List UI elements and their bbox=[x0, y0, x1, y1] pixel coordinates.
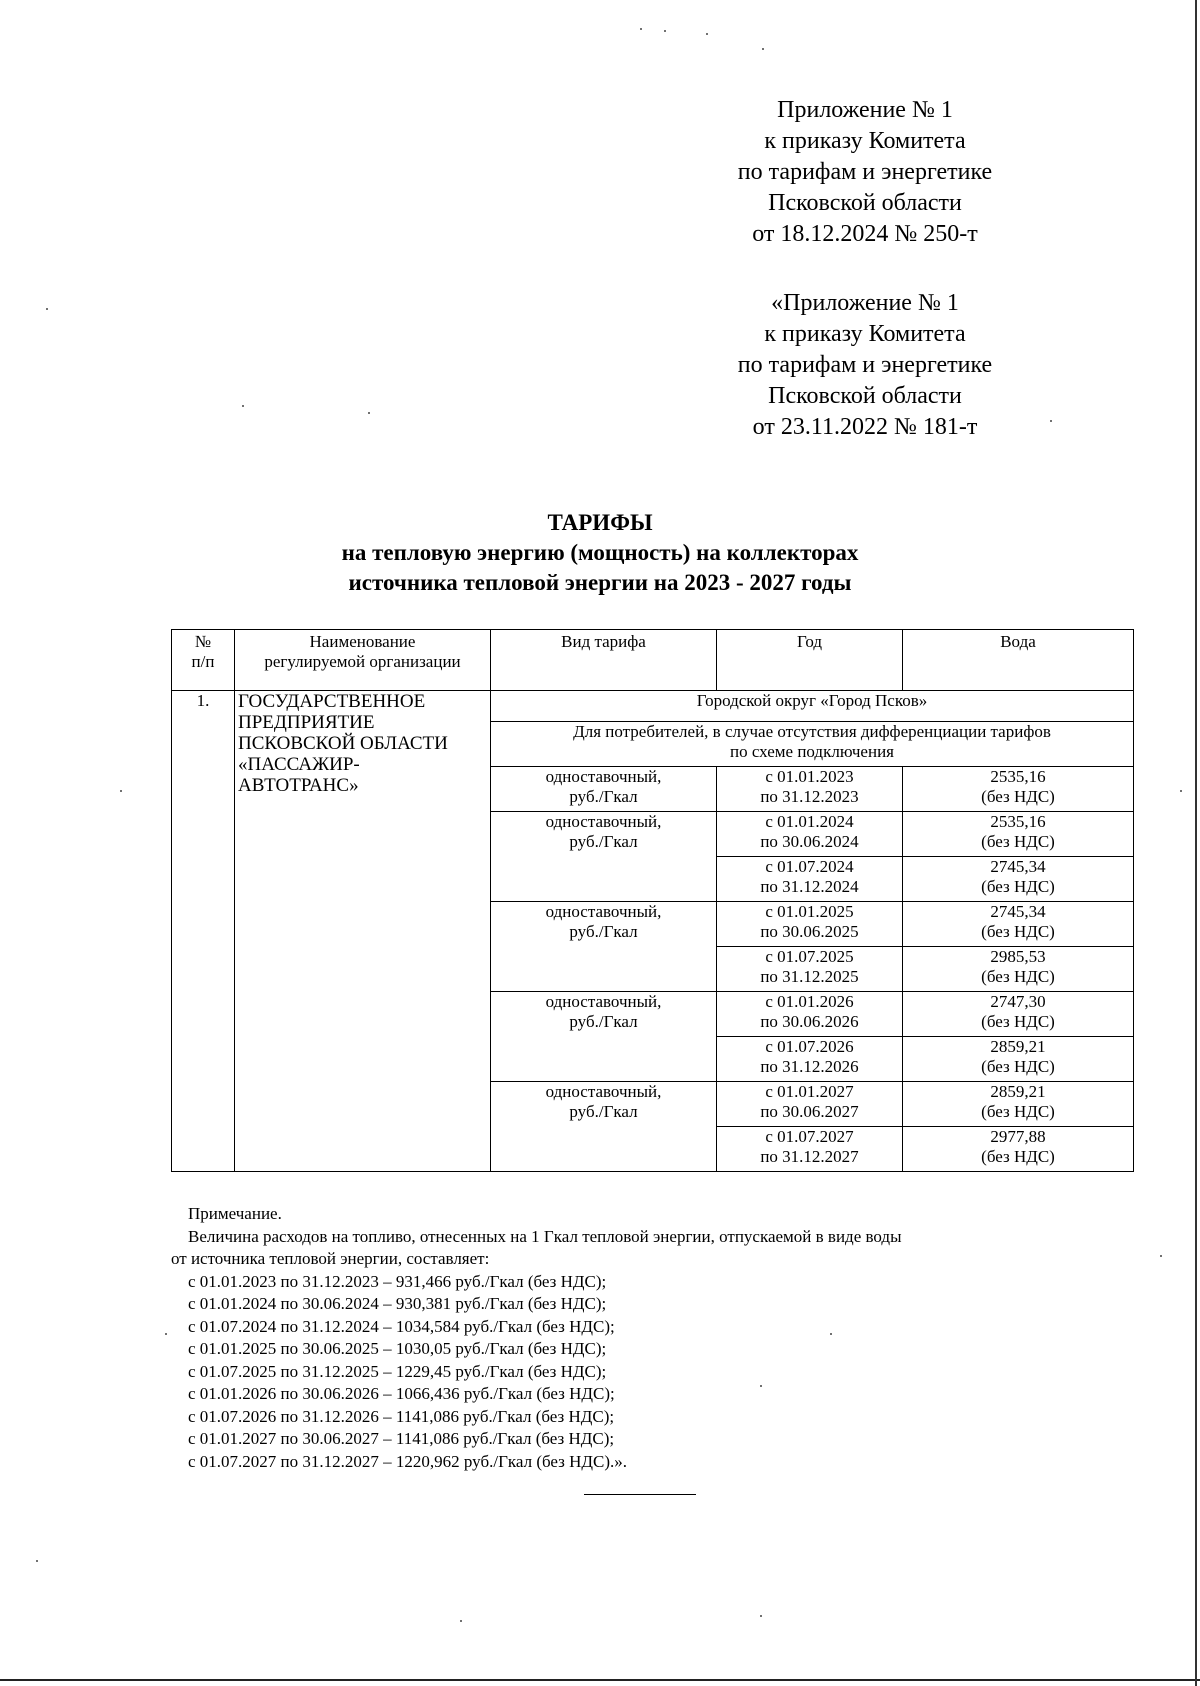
document-title bbox=[240, 508, 960, 598]
scan-speck bbox=[640, 28, 642, 30]
header-year: Год bbox=[717, 630, 903, 691]
water-tariff-cell: 2859,21 (без НДС) bbox=[903, 1082, 1134, 1127]
period-cell: с 01.01.2026 по 30.06.2026 bbox=[717, 992, 903, 1037]
notes-item: с 01.01.2025 по 30.06.2025 – 1030,05 руб./Гкал (без НДС); bbox=[188, 1339, 607, 1358]
tariff-type-cell: одноставочный, руб./Гкал bbox=[491, 992, 717, 1082]
notes-section bbox=[171, 1203, 1136, 1473]
notes-item: с 01.01.2027 по 30.06.2027 – 1141,086 руб./Гкал (без НДС); bbox=[188, 1429, 615, 1448]
notes-intro: Величина расходов на топливо, отнесенных на 1 Гкал тепловой энергии, отпускаемой в виде воды bbox=[188, 1226, 902, 1246]
scan-speck bbox=[1160, 1255, 1162, 1257]
scan-speck bbox=[460, 1620, 462, 1622]
scan-speck bbox=[120, 790, 122, 792]
closing-rule bbox=[584, 1494, 696, 1495]
scan-speck bbox=[762, 48, 764, 50]
table-header-row bbox=[172, 630, 1134, 691]
period-cell: с 01.07.2027 по 31.12.2027 bbox=[717, 1127, 903, 1172]
row-number: 1. bbox=[172, 691, 235, 1172]
water-tariff-cell: 2985,53 (без НДС) bbox=[903, 947, 1134, 992]
scan-edge-right bbox=[1195, 0, 1197, 1686]
scan-speck bbox=[760, 1385, 762, 1387]
notes-intro-continued: от источника тепловой энергии, составляет: bbox=[171, 1249, 490, 1268]
scan-speck bbox=[760, 1615, 762, 1617]
notes-item: с 01.07.2024 по 31.12.2024 – 1034,584 руб./Гкал (без НДС); bbox=[188, 1316, 615, 1336]
title-line: ТАРИФЫ bbox=[547, 510, 653, 535]
notes-item: с 01.01.2023 по 31.12.2023 – 931,466 руб./Гкал (без НДС); bbox=[188, 1271, 607, 1291]
appendix-line: к приказу Комитета bbox=[764, 321, 966, 347]
appendix-line: по тарифам и энергетике bbox=[737, 159, 993, 185]
notes-item: с 01.07.2027 по 31.12.2027 – 1220,962 руб./Гкал (без НДС).». bbox=[188, 1451, 628, 1471]
water-tariff-cell: 2745,34 (без НДС) bbox=[903, 902, 1134, 947]
notes-heading: Примечание. bbox=[188, 1204, 282, 1223]
period-cell: с 01.07.2025 по 31.12.2025 bbox=[717, 947, 903, 992]
tariff-type-cell: одноставочный, руб./Гкал bbox=[491, 1082, 717, 1172]
header-water: Вода bbox=[903, 630, 1134, 691]
notes-item: с 01.07.2026 по 31.12.2026 – 1141,086 руб./Гкал (без НДС); bbox=[188, 1406, 615, 1426]
title-line: на тепловую энергию (мощность) на коллекторах bbox=[341, 540, 859, 565]
title-line: источника тепловой энергии на 2023 - 2027 годы bbox=[348, 570, 852, 595]
table-row bbox=[172, 691, 1134, 722]
scan-speck bbox=[165, 1333, 167, 1335]
district-row: Городской округ «Город Псков» bbox=[491, 691, 1134, 722]
appendix-line: Псковской области bbox=[768, 190, 962, 216]
water-tariff-cell: 2535,16 (без НДС) bbox=[903, 767, 1134, 812]
scan-speck bbox=[36, 1560, 38, 1562]
notes-item: с 01.01.2024 по 30.06.2024 – 930,381 руб./Гкал (без НДС); bbox=[188, 1294, 607, 1313]
period-cell: с 01.01.2025 по 30.06.2025 bbox=[717, 902, 903, 947]
scan-speck bbox=[242, 405, 244, 407]
period-cell: с 01.01.2027 по 30.06.2027 bbox=[717, 1082, 903, 1127]
organization-name: ГОСУДАРСТВЕННОЕ ПРЕДПРИЯТИЕ ПСКОВСКОЙ ОБЛАСТИ «ПАССАЖИР- АВТОТРАНС» bbox=[235, 691, 491, 1172]
scan-speck bbox=[706, 33, 708, 35]
scan-speck bbox=[664, 30, 666, 32]
header-number: № п/п bbox=[172, 630, 235, 691]
period-cell: с 01.01.2024 по 30.06.2024 bbox=[717, 812, 903, 857]
water-tariff-cell: 2859,21 (без НДС) bbox=[903, 1037, 1134, 1082]
water-tariff-cell: 2977,88 (без НДС) bbox=[903, 1127, 1134, 1172]
appendix-line: Псковской области bbox=[768, 383, 962, 409]
appendix-header-previous bbox=[700, 288, 1030, 443]
appendix-header-current bbox=[700, 95, 1030, 250]
appendix-line: Приложение № 1 bbox=[777, 97, 953, 123]
appendix-line: к приказу Комитета bbox=[764, 128, 966, 154]
scan-speck bbox=[46, 308, 48, 310]
notes-item: с 01.07.2025 по 31.12.2025 – 1229,45 руб./Гкал (без НДС); bbox=[188, 1361, 607, 1381]
appendix-line: «Приложение № 1 bbox=[771, 290, 959, 316]
scan-speck bbox=[830, 1333, 832, 1335]
water-tariff-cell: 2745,34 (без НДС) bbox=[903, 857, 1134, 902]
scan-speck bbox=[368, 412, 370, 414]
appendix-line: от 23.11.2022 № 181-т bbox=[752, 414, 978, 440]
appendix-line: по тарифам и энергетике bbox=[737, 352, 993, 378]
period-cell: с 01.07.2026 по 31.12.2026 bbox=[717, 1037, 903, 1082]
notes-item: с 01.01.2026 по 30.06.2026 – 1066,436 руб./Гкал (без НДС); bbox=[188, 1384, 615, 1403]
tariff-table bbox=[171, 629, 1134, 1172]
scan-speck bbox=[1050, 420, 1052, 422]
water-tariff-cell: 2535,16 (без НДС) bbox=[903, 812, 1134, 857]
water-tariff-cell: 2747,30 (без НДС) bbox=[903, 992, 1134, 1037]
header-tariff-type: Вид тарифа bbox=[491, 630, 717, 691]
tariff-type-cell: одноставочный, руб./Гкал bbox=[491, 812, 717, 902]
header-organization: Наименование регулируемой организации bbox=[235, 630, 491, 691]
tariff-type-cell: одноставочный, руб./Гкал bbox=[491, 902, 717, 992]
consumers-row: Для потребителей, в случае отсутствия дифференциации тарифов по схеме подключения bbox=[491, 722, 1134, 767]
period-cell: с 01.07.2024 по 31.12.2024 bbox=[717, 857, 903, 902]
scan-speck bbox=[1180, 790, 1182, 792]
appendix-line: от 18.12.2024 № 250-т bbox=[752, 221, 978, 247]
scan-edge-bottom bbox=[0, 1679, 1200, 1681]
tariff-type-cell: одноставочный, руб./Гкал bbox=[491, 767, 717, 812]
period-cell: с 01.01.2023 по 31.12.2023 bbox=[717, 767, 903, 812]
